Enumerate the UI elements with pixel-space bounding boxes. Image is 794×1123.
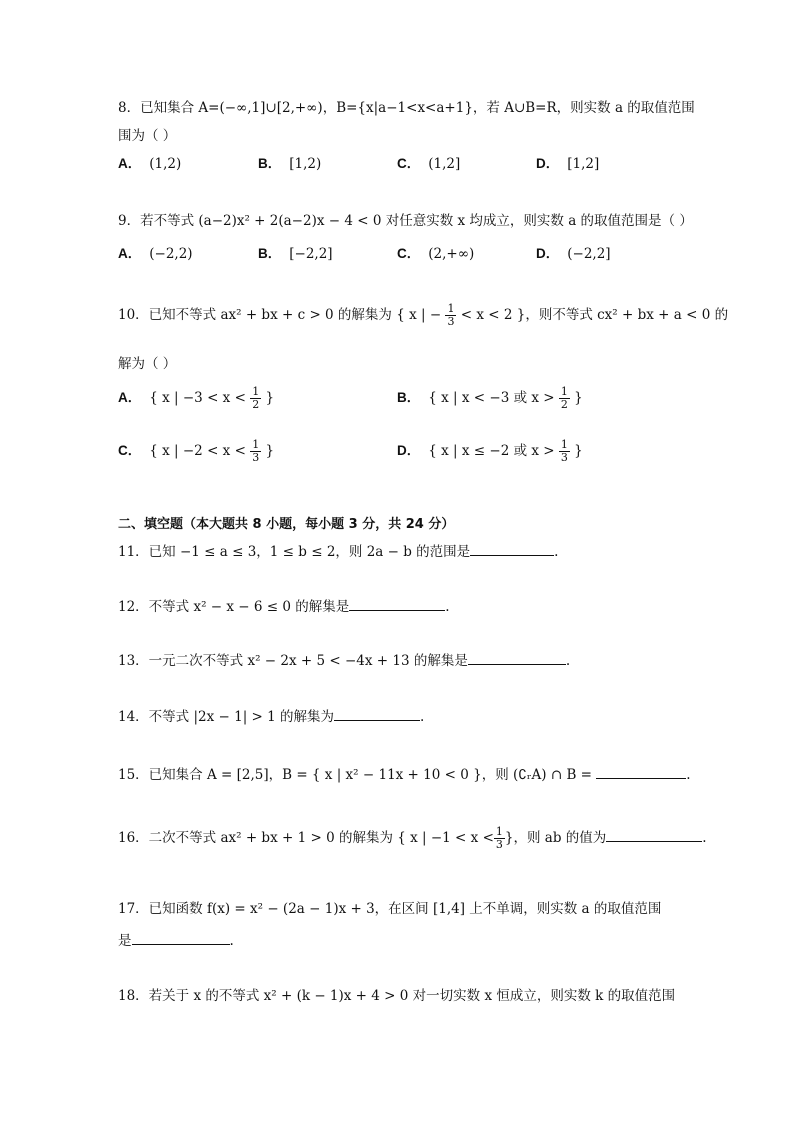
option-text: [−2,2] xyxy=(289,246,333,262)
frac-numerator: 1 xyxy=(252,438,260,451)
option-text: { x | x ≤ −2 或 x > xyxy=(428,443,559,459)
q8-option-a[interactable] xyxy=(118,152,181,172)
q11-text: 11．已知 −1 ≤ a ≤ 3，1 ≤ b ≤ 2，则 2a − b 的范围是 xyxy=(118,544,471,560)
q8-option-b[interactable] xyxy=(258,152,321,172)
answer-blank[interactable] xyxy=(132,932,230,945)
option-text: [1,2) xyxy=(289,156,322,172)
q8-option-c[interactable] xyxy=(397,152,460,172)
frac-numerator: 1 xyxy=(560,385,568,398)
answer-blank[interactable] xyxy=(349,598,445,611)
q10-option-c[interactable] xyxy=(118,439,274,464)
q15-text: 15．已知集合 A = [2,5]，B = { x | x² − 11x + 10 < 0 }，则 (∁ᵣA) ∩ B = xyxy=(118,767,592,783)
frac-denominator: 3 xyxy=(447,315,455,328)
question-13 xyxy=(118,649,570,669)
q9-option-b[interactable] xyxy=(258,242,333,262)
q16-fraction xyxy=(494,826,505,851)
option-label: A． xyxy=(118,390,142,405)
question-11 xyxy=(118,540,558,560)
frac-denominator: 3 xyxy=(252,451,260,464)
q9-option-c[interactable] xyxy=(397,242,474,262)
q17-text: 是 xyxy=(118,933,132,949)
option-text: (1,2) xyxy=(149,156,182,172)
q10-option-b[interactable] xyxy=(397,386,583,411)
option-text-end: } xyxy=(261,443,275,459)
question-8-line-1: 8．已知集合 A=(−∞,1]∪[2,+∞)，B={x|a−1<x<a+1}，若 A∪B=R，则实数 a 的取值范围 xyxy=(118,100,695,116)
answer-blank[interactable] xyxy=(468,652,566,665)
question-10-line-2: 解为（ ） xyxy=(118,356,177,372)
option-label: B． xyxy=(397,390,421,405)
q9-option-d[interactable] xyxy=(536,242,611,262)
option-label: B． xyxy=(258,156,282,171)
question-18-line-1: 18．若关于 x 的不等式 x² + (k − 1)x + 4 > 0 对一切实数 x 恒成立，则实数 k 的取值范围 xyxy=(118,988,676,1004)
frac-numerator: 1 xyxy=(495,825,503,838)
q9-option-a[interactable] xyxy=(118,242,193,262)
question-10-line-1 xyxy=(118,303,728,328)
option-label: D． xyxy=(536,156,560,171)
option-label: D． xyxy=(397,443,421,458)
question-16 xyxy=(118,826,707,851)
option-text: { x | −3 < x < xyxy=(149,390,251,406)
question-9-line-1: 9．若不等式 (a−2)x² + 2(a−2)x − 4 < 0 对任意实数 x 均成立，则实数 a 的取值范围是（ ） xyxy=(118,213,693,229)
question-14 xyxy=(118,705,424,725)
frac-denominator: 2 xyxy=(560,398,568,411)
option-label: C． xyxy=(397,156,421,171)
option-fraction xyxy=(250,386,261,411)
q16-text-b: }，则 ab 的值为 xyxy=(504,830,607,846)
question-17-line-2 xyxy=(118,929,234,949)
q15-end: . xyxy=(686,767,691,783)
answer-blank[interactable] xyxy=(606,829,702,842)
frac-denominator: 2 xyxy=(252,398,260,411)
option-text: (1,2] xyxy=(428,156,461,172)
answer-blank[interactable] xyxy=(334,708,420,721)
answer-blank[interactable] xyxy=(596,766,686,779)
frac-numerator: 1 xyxy=(252,385,260,398)
question-12 xyxy=(118,595,450,615)
question-15 xyxy=(118,763,691,783)
answer-blank[interactable] xyxy=(470,543,554,556)
q13-text: 13．一元二次不等式 x² − 2x + 5 < −4x + 13 的解集是 xyxy=(118,653,468,669)
q17-end: . xyxy=(229,933,234,949)
option-label: B． xyxy=(258,246,282,261)
q10-fraction xyxy=(445,303,456,328)
option-fraction xyxy=(559,439,570,464)
q16-end: . xyxy=(702,830,707,846)
q10-text-b: < x < 2 }，则不等式 cx² + bx + a < 0 的 xyxy=(460,307,729,323)
frac-denominator: 3 xyxy=(560,451,568,464)
option-text: { x | x < −3 或 x > xyxy=(428,390,559,406)
option-label: A． xyxy=(118,156,142,171)
q10-text-a: 10．已知不等式 ax² + bx + c > 0 的解集为 { x | − xyxy=(118,307,442,323)
option-text: (−2,2] xyxy=(567,246,611,262)
option-text: (2,+∞) xyxy=(428,246,475,262)
q10-option-d[interactable] xyxy=(397,439,583,464)
option-text-end: } xyxy=(569,443,583,459)
frac-denominator: 3 xyxy=(495,838,503,851)
q13-end: . xyxy=(565,653,571,669)
option-label: C． xyxy=(118,443,142,458)
q12-end: . xyxy=(445,599,450,615)
frac-numerator: 1 xyxy=(560,438,568,451)
option-label: C． xyxy=(397,246,421,261)
section-heading-fill-in: 二、填空题（本大题共 8 小题，每小题 3 分，共 24 分） xyxy=(118,517,455,532)
option-fraction xyxy=(250,439,261,464)
q12-text: 12．不等式 x² − x − 6 ≤ 0 的解集是 xyxy=(118,599,350,615)
option-text: { x | −2 < x < xyxy=(149,443,251,459)
q11-end: . xyxy=(554,544,559,560)
q16-text-a: 16．二次不等式 ax² + bx + 1 > 0 的解集为 { x | −1 < x < xyxy=(118,830,494,846)
option-label: D． xyxy=(536,246,560,261)
option-fraction xyxy=(559,386,570,411)
option-text: (−2,2) xyxy=(149,246,193,262)
q14-end: . xyxy=(420,709,425,725)
question-8-line-2: 围为（ ） xyxy=(118,128,177,144)
option-label: A． xyxy=(118,246,142,261)
question-17-line-1: 17．已知函数 f(x) = x² − (2a − 1)x + 3，在区间 [1,4] 上不单调，则实数 a 的取值范围 xyxy=(118,901,662,917)
option-text-end: } xyxy=(261,390,275,406)
frac-numerator: 1 xyxy=(447,302,455,315)
q14-text: 14．不等式 |2x − 1| > 1 的解集为 xyxy=(118,709,335,725)
q8-option-d[interactable] xyxy=(536,152,599,172)
option-text: [1,2] xyxy=(567,156,600,172)
q10-option-a[interactable] xyxy=(118,386,274,411)
option-text-end: } xyxy=(569,390,583,406)
